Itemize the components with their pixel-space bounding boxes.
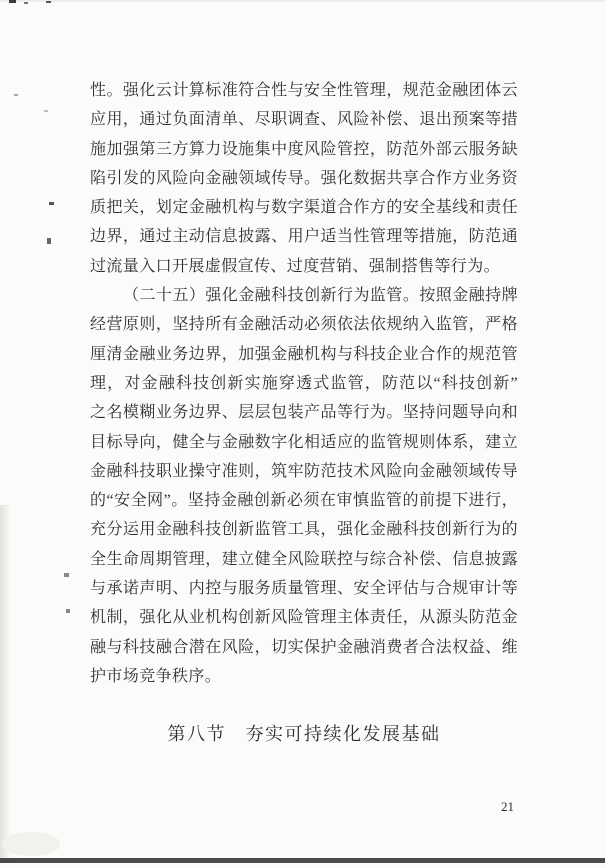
body-line: 陷引发的风险向金融领域传导。强化数据共享合作方业务资 <box>90 169 518 187</box>
body-line-item-25-start: （二十五）强化金融科技创新行为监管。按照金融持牌 <box>123 287 518 305</box>
scan-bottom-edge <box>0 858 605 863</box>
body-line: 融与科技融合潜在风险，切实保护金融消费者合法权益、维 <box>90 638 518 656</box>
body-text <box>90 76 518 691</box>
scan-speck <box>24 2 28 4</box>
body-line: 过流量入口开展虚假宣传、过度营销、强制搭售等行为。 <box>90 257 501 275</box>
body-line: 充分运用金融科技创新监管工具，强化金融科技创新行为的 <box>90 521 518 539</box>
body-line: 金融科技职业操守准则，筑牢防范技术风险向金融领域传导 <box>90 462 518 480</box>
body-line: 经营原则，坚持所有金融活动必须依法依规纳入监管，严格 <box>90 316 518 334</box>
section-heading: 第八节 夯实可持续化发展基础 <box>167 724 441 744</box>
body-line: 之名模糊业务边界、层层包装产品等行为。坚持问题导向和 <box>90 404 518 422</box>
body-line: 的“安全网”。坚持金融创新必须在审慎监管的前提下进行， <box>90 492 518 510</box>
page-number: 21 <box>501 799 514 814</box>
scan-speck <box>14 94 18 96</box>
body-line: 护市场竞争秩序。 <box>90 667 222 685</box>
body-line: 厘清金融业务边界，加强金融机构与科技企业合作的规范管 <box>90 345 518 363</box>
body-line: 性。强化云计算标准符合性与安全性管理，规范金融团体云 <box>90 82 518 99</box>
scan-top-edge <box>0 0 605 2</box>
scan-speck <box>47 238 51 244</box>
scan-speck <box>9 0 16 3</box>
scan-speck <box>49 202 54 205</box>
scan-speck <box>44 110 48 112</box>
body-line: 目标导向，健全与金融数字化相适应的监管规则体系，建立 <box>90 433 518 451</box>
scan-speck <box>64 573 69 577</box>
body-line: 全生命周期管理，建立健全风险联控与综合补偿、信息披露 <box>90 550 518 568</box>
body-line: 质把关，划定金融机构与数字渠道合作方的安全基线和责任 <box>90 199 518 217</box>
scan-speck <box>66 609 70 613</box>
body-line: 应用，通过负面清单、尽职调查、风险补偿、退出预案等措 <box>90 111 518 129</box>
body-line: 边界，通过主动信息披露、用户适当性管理等措施，防范通 <box>90 228 518 246</box>
body-line: 施加强第三方算力设施集中度风险管控，防范外部云服务缺 <box>90 140 518 158</box>
body-line: 机制，强化从业机构创新风险管理主体责任，从源头防范金 <box>90 609 518 627</box>
scan-corner-blob <box>2 832 60 856</box>
scan-speck <box>46 1 51 3</box>
body-line: 与承诺声明、内控与服务质量管理、安全评估与合规审计等 <box>90 580 518 598</box>
body-line: 理，对金融科技创新实施穿透式监管，防范以“科技创新” <box>90 374 518 392</box>
scan-left-edge-shade <box>0 505 11 858</box>
